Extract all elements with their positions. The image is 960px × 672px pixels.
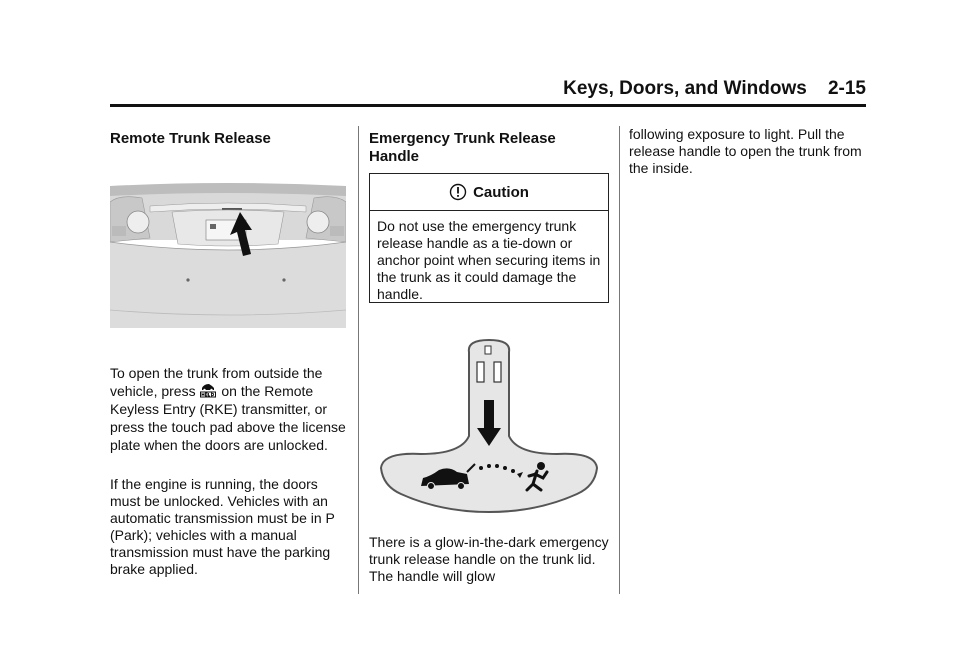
section-heading-remote-trunk-release: Remote Trunk Release <box>110 130 271 147</box>
paragraph-open-trunk <box>110 364 346 454</box>
caution-box <box>369 173 609 303</box>
chapter-title: Keys, Doors, and Windows <box>563 78 807 99</box>
column-divider <box>358 126 359 594</box>
page-number: 2-15 <box>827 78 866 99</box>
caution-header <box>370 174 608 211</box>
emergency-release-handle-illustration <box>377 336 601 514</box>
caution-text: Do not use the emergency trunk release handle as a tie-down or anchor point when securing items in the trunk as it could damage the handle. <box>377 218 601 302</box>
paragraph-open-trunk-part1: To open the trunk from outside the vehicle, press <box>110 365 323 399</box>
paragraph-open-trunk-part2: on the Remote Keyless Entry (RKE) transmitter, or press the touch pad above the license plate when the doors are unlocked. <box>110 383 346 453</box>
paragraph-glow-continued: following exposure to light. Pull the release handle to open the trunk from the inside. <box>629 126 862 176</box>
caution-title: Caution <box>473 183 529 201</box>
column-divider <box>619 126 620 594</box>
paragraph-engine-running: If the engine is running, the doors must be unlocked. Vehicles with an automatic transmission must be in P (Park); vehicles with a manual transmission must have the parking brake applied. <box>110 476 335 577</box>
paragraph-glow-handle: There is a glow-in-the-dark emergency trunk release handle on the trunk lid. The handle will glow <box>369 534 609 584</box>
trunk-release-icon <box>200 382 216 398</box>
section-heading-emergency-trunk-release: Emergency Trunk Release Handle <box>369 130 556 165</box>
page-header <box>110 78 866 108</box>
rear-trunk-illustration <box>110 182 346 328</box>
header-title <box>563 78 866 100</box>
warning-icon <box>449 183 467 201</box>
header-rule <box>110 104 866 107</box>
